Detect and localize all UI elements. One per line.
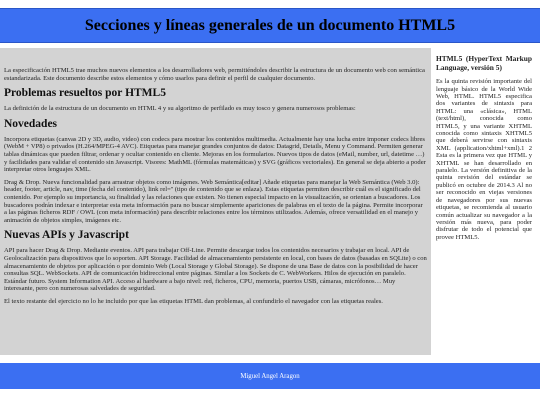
page-footer — [0, 363, 540, 389]
sidebar — [432, 48, 536, 355]
apis-paragraph-2: El texto restante del ejercicio no lo he incluido por que las etiquetas HTML dan problemas, al confundirlo el navegador con las etiquetas reales. — [4, 297, 383, 305]
problems-paragraph: La definición de la estructura de un documento en HTML 4 y su algoritmo de perfilado es muy tosco y genera numerosos problemas: — [4, 105, 356, 113]
sidebar-title: HTML5 (HyperText Markup Language, versión 5) — [436, 54, 532, 72]
section-heading-novelties: Novedades — [4, 117, 58, 130]
page-title: Secciones y líneas generales de un documento HTML5 — [84, 16, 456, 34]
main-content — [0, 48, 431, 355]
sidebar-text: Es la quinta revisión importante del lenguaje básico de la World Wide Web, HTML. HTML5 especifica dos variantes de sintaxis para HTML: una «clásica», HTML (text/html), conocida como HTML5, y una variante XHTML conocida como sintaxis XHTML5 que deberá servirse con sintaxis XML (application/xhtml+xml).1 2 Esta es la primera vez que HTML y XHTML se han desarrollado en paralelo. La versión definitiva de la quinta revisión del estándar se publicó en octubre de 2014.3 Al no ser reconocido en viejas versiones de navegadores por sus nuevas etiquetas, se recomienda al usuario común actualizar su navegador a la versión más nueva, para poder disfrutar de todo el potencial que provee HTML5. — [436, 78, 532, 241]
novelties-paragraph-2: Drag & Drop. Nueva funcionalidad para arrastrar objetos como imágenes. Web Semántica[editar] Añade etiquetas para manejar la Web Semántica (Web 3.0): header, footer, article, nav, time (fecha del contenido), link rel='' (tipo de contenido que se enlaza). Estas etiquetas permiten describir cuál es el significado del contenido. Por ejemplo su importancia, su finalidad y las relaciones que existen. No tienen especial impacto en la visualización, se orientan a buscadores. Los buscadores podrán indexar e interpretar esta meta información para no buscar simplemente apariciones de palabras en el texto de la página. Permite incorporar a las páginas ficheros RDF / OWL (con meta información) para describir relaciones entre los términos utilizados. Además, ofrece versatilidad en el manejo y animación de objetos simples, imágenes etc. — [4, 178, 423, 224]
page-header — [0, 8, 540, 43]
section-heading-apis: Nuevas APIs y Javascript — [4, 229, 129, 242]
novelties-paragraph-1: Incorpora etiquetas (canvas 2D y 3D, audio, video) con codecs para mostrar los contenidos multimedia. Actualmente hay una lucha entre imponer codecs libres (WebM + VP8) o privados (H.264/MPEG-4 AVC). Etiquetas para manejar grandes conjuntos de datos: Datagrid, Details, Menu y Command. Permiten generar tablas dinámicas que pueden filtrar, ordenar y ocultar contenido en cliente. Mejoras en los formularios. Nuevos tipos de datos (eMail, number, url, datetime …) y facilidades para validar el contenido sin Javascript. Visores: MathML (fórmulas matemáticas) y SVG (gráficos vectoriales). En general se deja abierto a poder interpretar otros lenguajes XML. — [4, 135, 426, 174]
footer-author: Miguel Angel Aragon — [240, 372, 300, 380]
apis-paragraph-1: API para hacer Drag & Drop. Mediante eventos. API para trabajar Off-Line. Permite descargar todos los contenidos necesarios y trabajar en local. API de Geolocalización para dispositivos que lo soporten. API Storage. Facilidad de almacenamiento persistente en local, con bases de datos (basadas en SQLite) o con almacenamiento de objetos por aplicación o por dominio Web (Local Storage y Global Storage). Se dispone de una Base de datos con la posibilidad de hacer consultas SQL. WebSockets. API de comunicación bidireccional entre páginas. Similar a los Sockets de C. WebWorkers. Hilos de ejecución en paralelo. Estándar futuro. System Information API. Acceso al hardware a bajo nivel: red, ficheros, CPU, memoria, puertos USB, cámaras, micrófonos… Muy interesante, pero con numerosas salvedades de seguridad. — [4, 247, 427, 293]
section-heading-problems: Problemas resueltos por HTML5 — [4, 87, 166, 100]
intro-paragraph: La especificación HTML5 trae muchos nuevos elementos a los desarrolladores web, permitiéndoles describir la estructura de un documento web con semántica estandarizada. Este documento describe estos elementos y cómo usarlos para definir el perfil de cualquier documento. — [4, 67, 425, 82]
